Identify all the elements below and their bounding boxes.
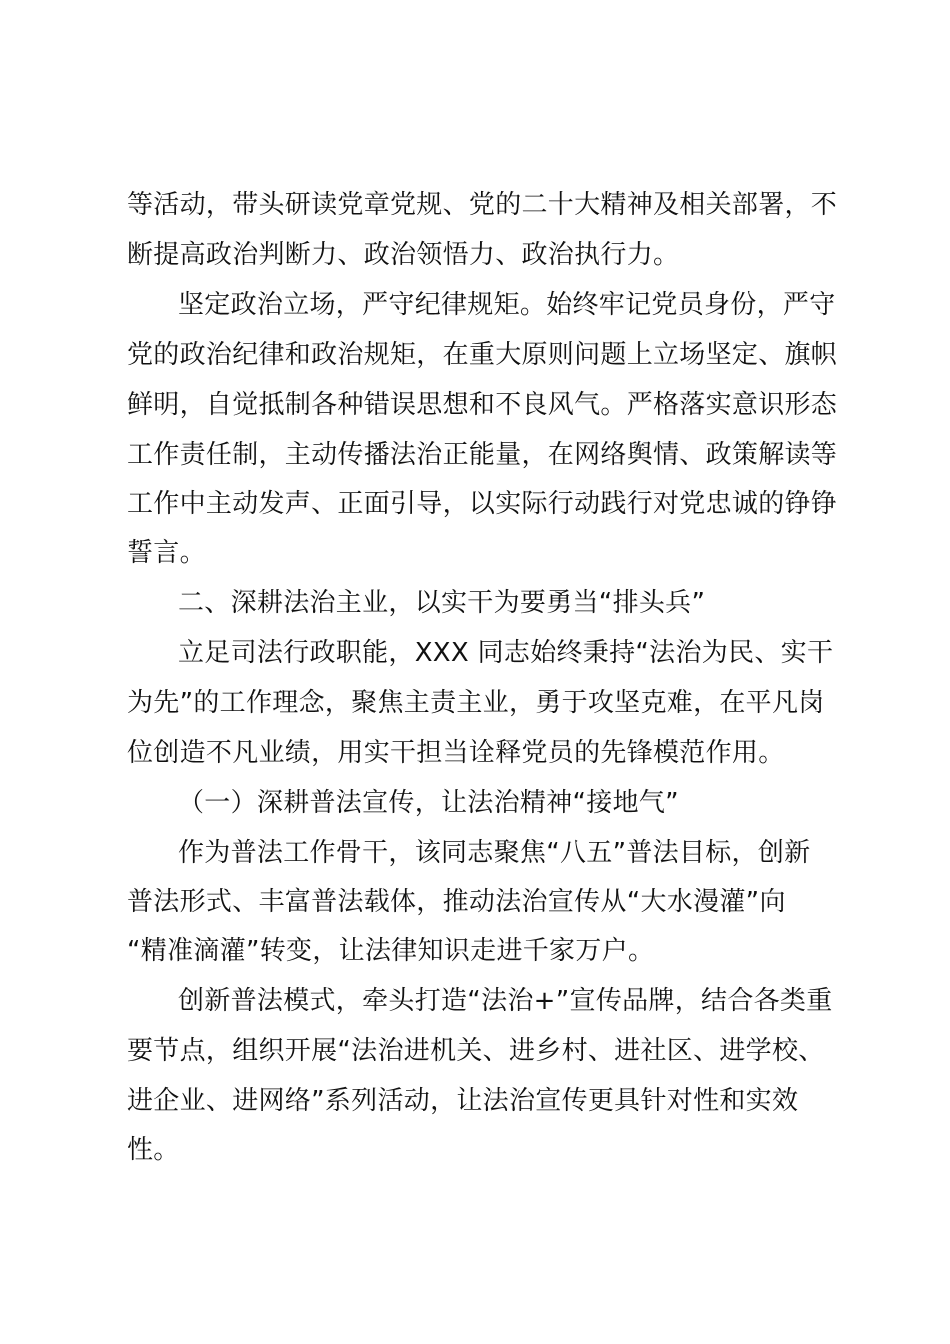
section-heading: 二、深耕法治主业，以实干为要勇当“排头兵” <box>178 588 706 618</box>
paragraph-line: 进企业、进网络”系列活动，让法治宣传更具针对性和实效 <box>127 1086 799 1116</box>
paragraph-line: 立足司法行政职能，XXX 同志始终秉持“法治为民、实干 <box>178 638 834 668</box>
paragraph-line: 工作中主动发声、正面引导，以实际行动践行对党忠诚的铮铮 <box>127 489 838 519</box>
paragraph-line: 鲜明，自觉抵制各种错误思想和不良风气。严格落实意识形态 <box>127 390 838 420</box>
paragraph-line: 作为普法工作骨干，该同志聚焦“八五”普法目标，创新 <box>178 838 811 868</box>
paragraph-line: 党的政治纪律和政治规矩，在重大原则问题上立场坚定、旗帜 <box>127 340 838 370</box>
paragraph-line: 创新普法模式，牵头打造“法治+”宣传品牌，结合各类重 <box>178 986 833 1016</box>
paragraph-line: 断提高政治判断力、政治领悟力、政治执行力。 <box>127 240 680 270</box>
paragraph-line: 位创造不凡业绩，用实干担当诠释党员的先锋模范作用。 <box>127 738 785 768</box>
paragraph-line: 为先”的工作理念，聚焦主责主业，勇于攻坚克难，在平凡岗 <box>127 688 825 718</box>
subsection-heading: （一）深耕普法宣传，让法治精神“接地气” <box>178 788 679 818</box>
paragraph-line: 誓言。 <box>127 538 206 568</box>
paragraph-line: 普法形式、丰富普法载体，推动法治宣传从“大水漫灌”向 <box>127 887 786 917</box>
paragraph-line: 坚定政治立场，严守纪律规矩。始终牢记党员身份，严守 <box>178 290 836 320</box>
paragraph-line: 要节点，组织开展“法治进机关、进乡村、进社区、进学校、 <box>127 1036 825 1066</box>
paragraph-line: 性。 <box>127 1135 180 1165</box>
paragraph-line: 工作责任制，主动传播法治正能量，在网络舆情、政策解读等 <box>127 440 838 470</box>
paragraph-line: “精准滴灌”转变，让法律知识走进千家万户。 <box>127 936 655 966</box>
paragraph-line: 等活动，带头研读党章党规、党的二十大精神及相关部署，不 <box>127 190 838 220</box>
